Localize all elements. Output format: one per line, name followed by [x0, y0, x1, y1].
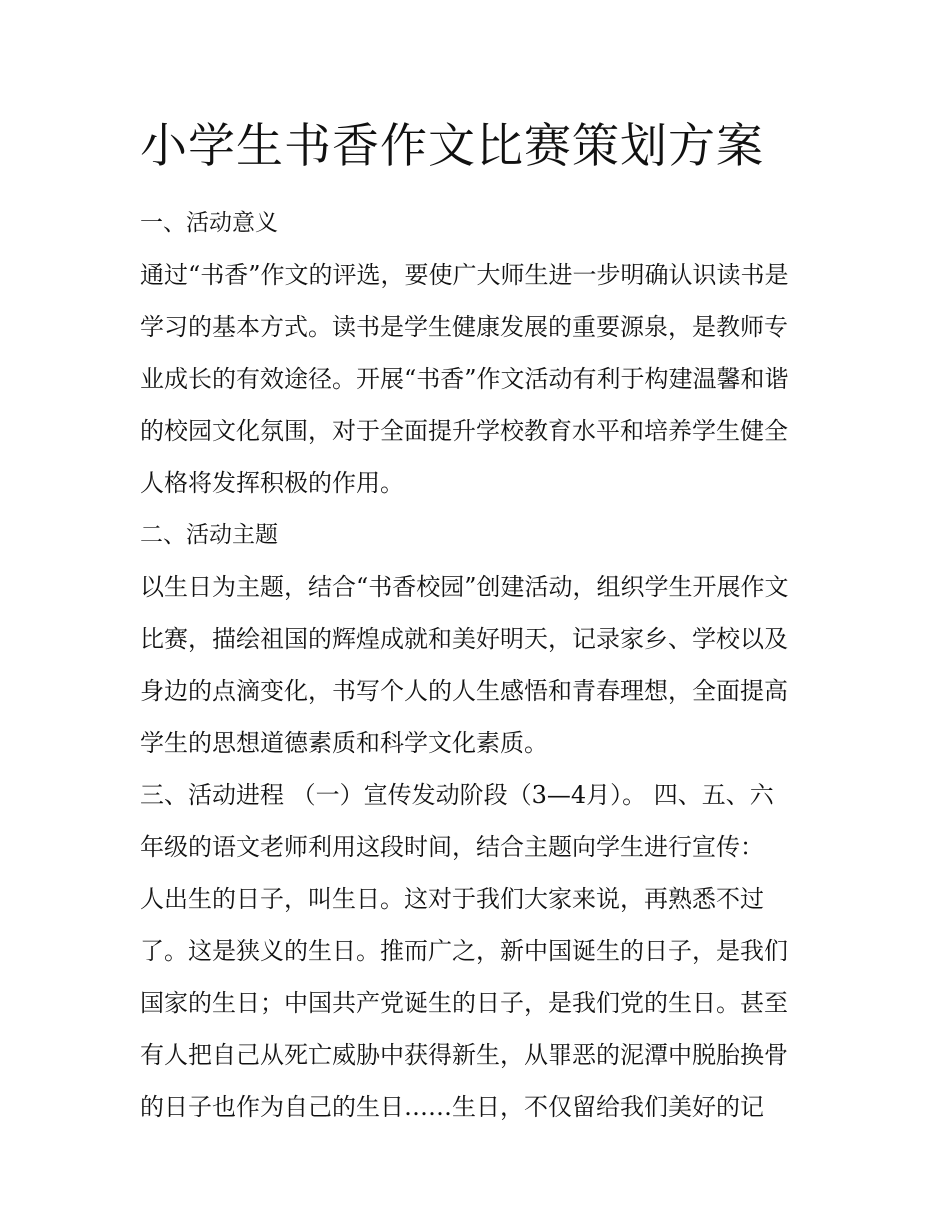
document-body	[140, 197, 812, 1133]
paragraph-line: 业成长的有效途径。开展“书香”作文活动有利于构建温馨和谐	[140, 365, 789, 393]
paragraph-line: 年级的语文老师利用这段时间，结合主题向学生进行宣传：	[140, 833, 764, 861]
document-title: 小学生书香作文比赛策划方案	[140, 119, 764, 174]
paragraph-line: 的校园文化氛围，对于全面提升学校教育水平和培养学生健全	[140, 417, 788, 445]
paragraph-line: 国家的生日；中国共产党诞生的日子，是我们党的生日。甚至	[140, 989, 788, 1017]
paragraph-line: 人出生的日子，叫生日。这对于我们大家来说，再熟悉不过	[140, 885, 764, 913]
section-heading-process: 三、活动进程 （一）宣传发动阶段（3—4月）。 四、五、六	[140, 781, 774, 809]
paragraph-line: 以生日为主题，结合“书香校园”创建活动，组织学生开展作文	[140, 573, 789, 601]
paragraph-line: 的日子也作为自己的生日……生日，不仅留给我们美好的记	[140, 1093, 764, 1121]
paragraph-line: 学生的思想道德素质和科学文化素质。	[140, 729, 548, 757]
paragraph-line: 身边的点滴变化，书写个人的人生感悟和青春理想，全面提高	[140, 677, 788, 705]
paragraph-line: 比赛，描绘祖国的辉煌成就和美好明天，记录家乡、学校以及	[140, 625, 788, 653]
paragraph-line: 学习的基本方式。读书是学生健康发展的重要源泉，是教师专	[140, 313, 788, 341]
paragraph-line: 了。这是狭义的生日。推而广之，新中国诞生的日子，是我们	[140, 937, 788, 965]
section-heading-significance: 一、活动意义	[140, 210, 278, 236]
paragraph-line: 有人把自己从死亡威胁中获得新生，从罪恶的泥潭中脱胎换骨	[140, 1041, 788, 1069]
paragraph-line: 通过“书香”作文的评选，要使广大师生进一步明确认识读书是	[140, 261, 789, 289]
paragraph-line: 人格将发挥积极的作用。	[140, 469, 404, 497]
section-heading-theme: 二、活动主题	[140, 522, 278, 548]
